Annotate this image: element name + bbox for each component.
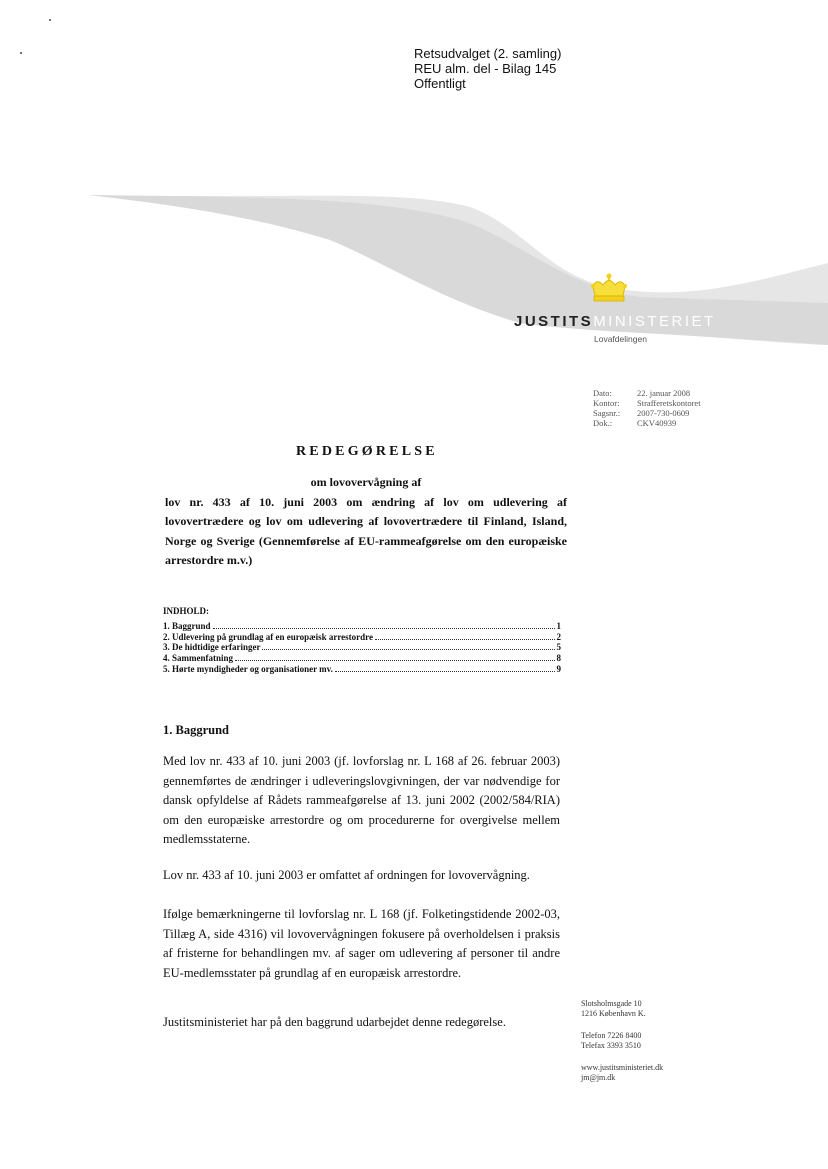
logo-word-light: MINISTERIET (593, 313, 716, 330)
email-link[interactable]: jm@jm.dk (581, 1073, 616, 1082)
paragraph: Lov nr. 433 af 10. juni 2003 er omfattet af ordningen for lovovervågning. (163, 868, 530, 882)
scan-speck (20, 52, 22, 54)
logo-word-bold: JUSTITS (514, 313, 594, 330)
department-name: Lovafdelingen (594, 334, 647, 344)
toc-item-label: 1. Baggrund (163, 620, 211, 631)
toc-item[interactable] (163, 621, 561, 632)
toc-item-page: 5 (556, 642, 561, 653)
paragraph: Med lov nr. 433 af 10. juni 2003 (jf. lovforslag nr. L 168 af 26. februar 2003) gennemførtes de ændringer i udleveringslovgivningen, der var nødvendige for dansk opfyldelse af Rådets rammeafgørelse af 13. juni 2002 (2002/584/RIA) om den europæiske arrestordre og om procedurerne for overgivelse mellem medlemsstaterne. (163, 754, 560, 846)
fax-number: Telefax 3393 3510 (581, 1041, 641, 1050)
toc-item-label: 4. Sammenfatning (163, 653, 234, 664)
meta-value: 2007-730-0609 (637, 408, 690, 418)
paragraph: Ifølge bemærkningerne til lovforslag nr. L 168 (jf. Folketingstidende 2002-03, Tillæg A, side 4316) vil lovovervågningen fokusere på overholdelsen i praksis af fristerne for behandlingen mv. af sager om udlevering af personer til andre EU-medlemsstater på grundlag af en europæisk arrestordre. (163, 907, 560, 980)
meta-row (593, 408, 701, 418)
stamp-committee: Retsudvalget (2. samling) (414, 46, 562, 61)
footer-address (581, 999, 646, 1019)
meta-label: Dato: (593, 388, 612, 398)
meta-value: Strafferetskontoret (637, 398, 701, 408)
toc-heading: INDHOLD: (163, 606, 210, 616)
website-link[interactable]: www.justitsministeriet.dk (581, 1063, 664, 1072)
toc-item-label: 5. Hørte myndigheder og organisationer mv. (163, 663, 333, 674)
meta-row (593, 418, 701, 428)
toc-item[interactable] (163, 653, 561, 664)
toc-item-label: 3. De hidtidige erfaringer (163, 642, 261, 653)
stamp-status: Offentligt (414, 76, 466, 91)
address-city: 1216 København K. (581, 1009, 646, 1018)
filing-stamp (414, 46, 561, 91)
meta-label: Kontor: (593, 398, 620, 408)
toc-item[interactable] (163, 632, 561, 643)
meta-row (593, 388, 701, 398)
footer-phones (581, 1031, 641, 1051)
scan-speck (49, 19, 51, 21)
meta-label: Dok.: (593, 418, 613, 428)
document-title: REDEGØRELSE (296, 444, 438, 459)
crown-icon (589, 272, 629, 306)
footer-web (581, 1063, 663, 1083)
document-subtitle (165, 473, 567, 571)
stamp-reference: REU alm. del - Bilag 145 (414, 61, 557, 76)
toc-item-page: 8 (556, 653, 561, 664)
table-of-contents (163, 606, 561, 675)
meta-value: CKV40939 (637, 418, 677, 428)
meta-value: 22. januar 2008 (637, 388, 691, 398)
toc-item[interactable] (163, 664, 561, 675)
letterhead-banner (0, 185, 828, 385)
address-street: Slotsholmsgade 10 (581, 999, 642, 1008)
toc-item-page: 9 (556, 663, 561, 674)
toc-item-page: 1 (556, 620, 561, 631)
ministry-logo (514, 313, 716, 330)
meta-row (593, 398, 701, 408)
subtitle-body: lov nr. 433 af 10. juni 2003 om ændring af lov om udlevering af lovovertrædere og lov om udlevering af lovovertrædere til Finland, Island, Norge og Sverige (Gennemførelse af EU-rammeafgørelse om den europæiske arrestordre m.v.) (165, 494, 567, 567)
meta-label: Sagsnr.: (593, 408, 621, 418)
phone-number: Telefon 7226 8400 (581, 1031, 642, 1040)
section-heading: 1. Baggrund (163, 723, 229, 737)
subtitle-intro: om lovovervågning af (310, 475, 422, 489)
paragraph: Justitsministeriet har på den baggrund udarbejdet denne redegørelse. (163, 1015, 506, 1029)
toc-item-label: 2. Udlevering på grundlag af en europæisk arrestordre (163, 631, 374, 642)
document-meta (593, 388, 701, 428)
toc-item-page: 2 (556, 631, 561, 642)
toc-item[interactable] (163, 642, 561, 653)
